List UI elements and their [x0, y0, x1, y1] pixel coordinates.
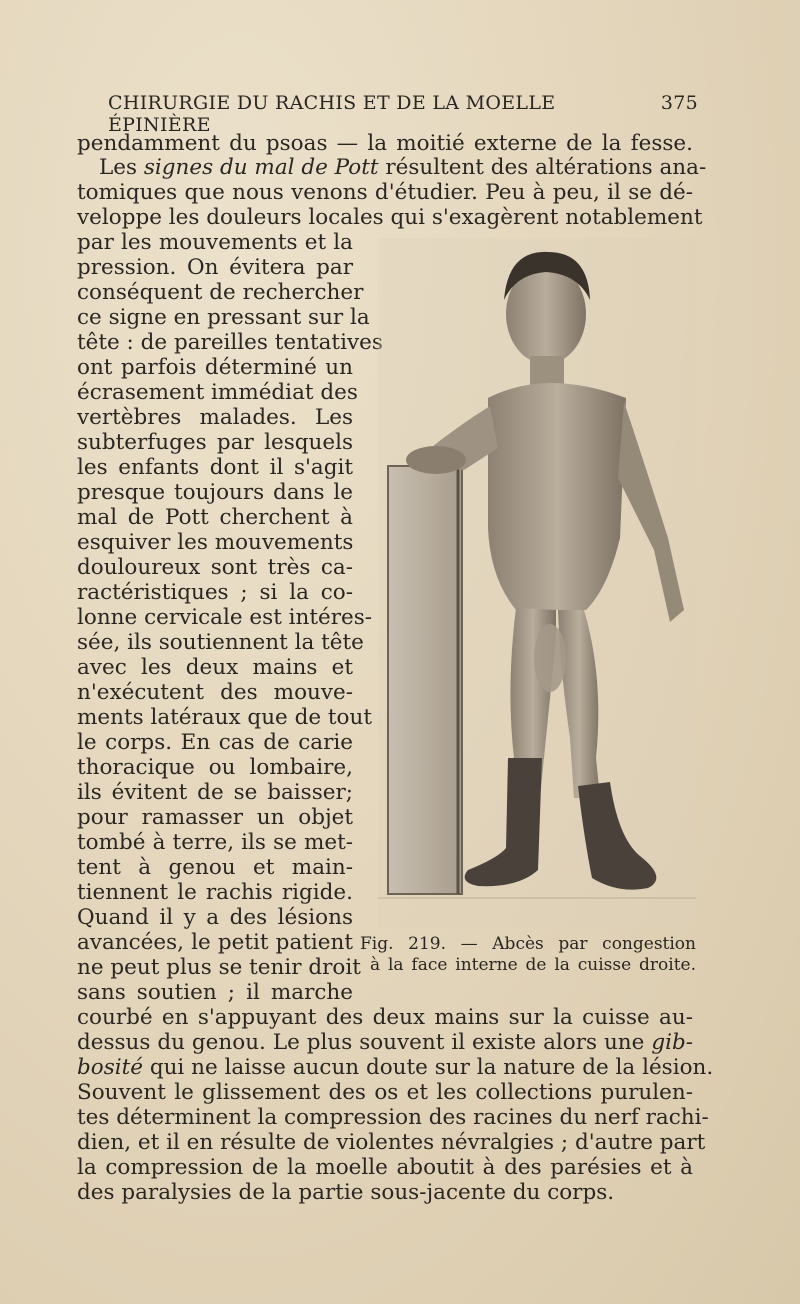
text-emphasis: signes du mal de Pott: [143, 155, 379, 180]
figure-photograph: [378, 238, 696, 928]
text-line: n'exécutent des mouve-: [77, 680, 353, 705]
figure-caption: [360, 934, 696, 976]
text-span: résultent des altérations ana-: [378, 155, 707, 180]
text-line: écrasement immédiat des: [77, 380, 358, 405]
text-line: les enfants dont il s'agit: [77, 455, 353, 480]
text-line: tête : de pareilles tentatives: [77, 330, 383, 355]
text-line: sans soutien ; il marche: [77, 980, 353, 1005]
running-head-title: CHIRURGIE DU RACHIS ET DE LA MOELLE ÉPINIÈRE: [108, 92, 556, 136]
text-span: Les: [99, 155, 144, 180]
text-line: subterfuges par lesquels: [77, 430, 353, 455]
text-span: dessus du genou. Le plus souvent il existe alors une: [77, 1030, 652, 1055]
text-line: dien, et il en résulte de violentes névralgies ; d'autre part: [77, 1130, 706, 1155]
text-line: ont parfois déterminé un: [77, 355, 353, 380]
text-line: veloppe les douleurs locales qui s'exagèrent notablement: [77, 205, 703, 230]
text-line: presque toujours dans le: [77, 480, 353, 505]
text-line: [77, 1030, 693, 1055]
caption-line: à la face interne de la cuisse droite.: [370, 955, 696, 975]
text-line: Quand il y a des lésions: [77, 905, 353, 930]
text-line: mal de Pott cherchent à: [77, 505, 353, 530]
text-line: avec les deux mains et: [77, 655, 353, 680]
text-line: conséquent de rechercher: [77, 280, 364, 305]
text-emphasis: gib-: [651, 1030, 693, 1055]
text-line: esquiver les mouvements: [77, 530, 354, 555]
page-number: 375: [660, 92, 698, 114]
text-line: sée, ils soutiennent la tête: [77, 630, 364, 655]
text-line: vertèbres malades. Les: [77, 405, 353, 430]
text-line: par les mouvements et la: [77, 230, 353, 255]
text-line: [77, 1055, 714, 1080]
support-post: [388, 466, 462, 894]
text-line: tomiques que nous venons d'étudier. Peu à peu, il se dé-: [77, 180, 693, 205]
text-line: ils évitent de se baisser;: [77, 780, 353, 805]
text-line: [77, 155, 707, 180]
text-line: pression. On évitera par: [77, 255, 353, 280]
running-head: [108, 92, 698, 136]
text-line: avancées, le petit patient: [77, 930, 353, 955]
text-line: le corps. En cas de carie: [77, 730, 353, 755]
text-line: courbé en s'appuyant des deux mains sur la cuisse au-: [77, 1005, 693, 1030]
text-line: tombé à terre, ils se met-: [77, 830, 353, 855]
text-line: la compression de la moelle aboutit à des parésies et à: [77, 1155, 693, 1180]
text-line: pendamment du psoas — la moitié externe de la fesse.: [77, 131, 693, 156]
text-line: ce signe en pressant sur la: [77, 305, 370, 330]
text-emphasis: bosité: [77, 1055, 143, 1080]
caption-line: Fig. 219. — Abcès par congestion: [360, 934, 696, 954]
text-line: thoracique ou lombaire,: [77, 755, 353, 780]
text-span: qui ne laisse aucun doute sur la nature de la lésion.: [142, 1055, 714, 1080]
text-line: des paralysies de la partie sous-jacente du corps.: [77, 1180, 615, 1205]
text-line: tiennent le rachis rigide.: [77, 880, 353, 905]
text-line: pour ramasser un objet: [77, 805, 353, 830]
text-line: ments latéraux que de tout: [77, 705, 372, 730]
text-line: ractéristiques ; si la co-: [77, 580, 353, 605]
text-line: lonne cervicale est intéres-: [77, 605, 373, 630]
text-line: ne peut plus se tenir droit: [77, 955, 361, 980]
photo-illustration: [378, 238, 696, 928]
child-torso: [488, 383, 626, 610]
text-line: tes déterminent la compression des racines du nerf rachi-: [77, 1105, 709, 1130]
text-line: Souvent le glissement des os et les collections purulen-: [77, 1080, 693, 1105]
text-line: tent à genou et main-: [77, 855, 353, 880]
text-line: douloureux sont très ca-: [77, 555, 353, 580]
